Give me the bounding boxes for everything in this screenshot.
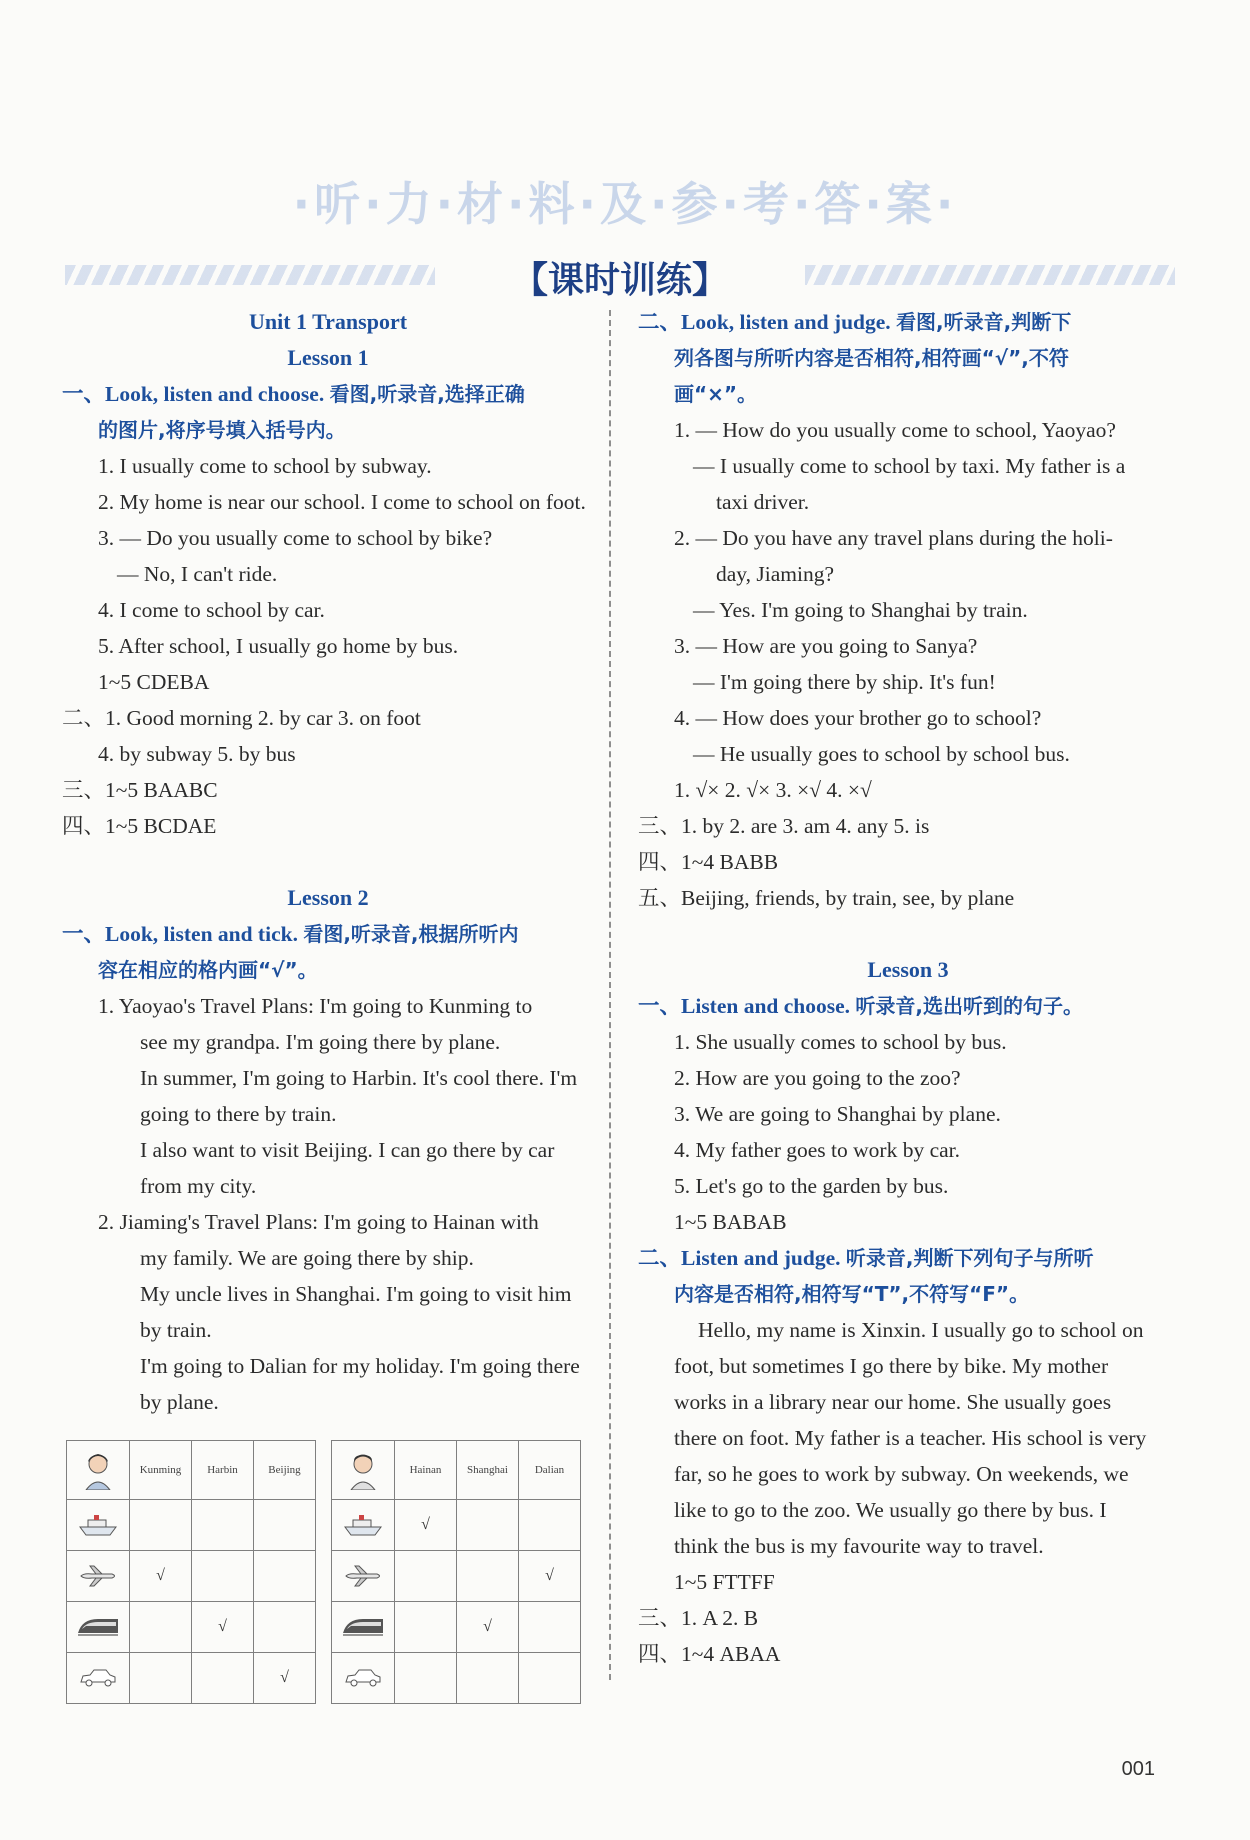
table-row: [67, 1653, 316, 1704]
list-item: going to there by train.: [140, 1102, 337, 1126]
heading-cn: 看图,听录音,根据所听内: [303, 922, 519, 946]
passage-line: far, so he goes to work by subway. On weekends, we: [674, 1462, 1129, 1486]
list-item: by train.: [140, 1318, 212, 1342]
travel-table-jiaming: [331, 1440, 581, 1704]
list-item: — I'm going there by ship. It's fun!: [693, 670, 996, 694]
spacer: [62, 844, 594, 880]
train-icon: [332, 1602, 395, 1653]
tick-tables: [66, 1440, 602, 1704]
answer-line: 三、1~5 BAABC: [62, 778, 218, 802]
list-item: 3. We are going to Shanghai by plane.: [674, 1102, 1001, 1126]
section-heading-cont: [62, 412, 594, 448]
list-item: 1. She usually comes to school by bus.: [674, 1030, 1007, 1054]
answer-line: 1~5 FTTFF: [674, 1570, 775, 1594]
list-item: 1. I usually come to school by subway.: [98, 454, 432, 478]
heading-cn: 听录音,判断下列句子与所听: [845, 1246, 1094, 1270]
heading-cn: 列各图与所听内容是否相符,相符画“√”,不符: [674, 346, 1069, 370]
right-column: [638, 304, 1178, 1672]
table-row: [67, 1602, 316, 1653]
avatar: [332, 1441, 395, 1500]
column-header: Kunming: [130, 1441, 192, 1500]
list-item: 2. — Do you have any travel plans during the holi-: [674, 526, 1113, 550]
section-heading-cont: [638, 340, 1178, 376]
car-icon: [332, 1653, 395, 1704]
column-divider: [609, 310, 611, 1680]
table-cell: [395, 1653, 457, 1704]
table-cell: [519, 1653, 581, 1704]
section-heading: [62, 916, 594, 952]
answer-line: 五、Beijing, friends, by train, see, by plane: [638, 886, 1015, 910]
list-item: — He usually goes to school by school bus.: [693, 742, 1070, 766]
tick-mark: √: [421, 1516, 430, 1533]
list-item: 2. My home is near our school. I come to school on foot.: [98, 490, 586, 514]
table-cell: [457, 1551, 519, 1602]
table-cell: [130, 1551, 192, 1602]
list-item: see my grandpa. I'm going there by plane.: [140, 1030, 501, 1054]
table-row: [67, 1551, 316, 1602]
heading-cn: 画“×”。: [674, 382, 758, 406]
list-item: — Yes. I'm going to Shanghai by train.: [693, 598, 1028, 622]
list-item: taxi driver.: [716, 490, 810, 514]
answer-line: 四、1~4 BABB: [638, 850, 779, 874]
list-item: day, Jiaming?: [716, 562, 835, 586]
table-row: [332, 1602, 581, 1653]
list-item: 3. — Do you usually come to school by bike?: [98, 526, 493, 550]
table-cell: [457, 1602, 519, 1653]
heading-cn: 看图,听录音,判断下: [896, 310, 1072, 334]
banner-title: 【课时训练】: [511, 260, 728, 301]
section-heading-cont: [638, 376, 1178, 412]
heading-cn: 内容是否相符,相符写“T”,不符写“F”。: [674, 1282, 1030, 1306]
heading-en: 一、Look, listen and tick.: [62, 922, 304, 946]
travel-table-yaoyao: [66, 1440, 316, 1704]
table-cell: [519, 1500, 581, 1551]
tick-mark: √: [545, 1567, 554, 1584]
answer-line: 二、1. Good morning 2. by car 3. on foot: [62, 706, 421, 730]
list-item: 4. — How does your brother go to school?: [674, 706, 1042, 730]
table-cell: [519, 1602, 581, 1653]
list-item: 5. After school, I usually go home by bus.: [98, 634, 459, 658]
heading-cn: 容在相应的格内画“√”。: [98, 958, 318, 982]
list-item: — I usually come to school by taxi. My father is a: [693, 454, 1126, 478]
heading-en: 二、Listen and judge.: [638, 1246, 846, 1270]
list-item: 2. Jiaming's Travel Plans: I'm going to Hainan with: [98, 1210, 539, 1234]
list-item: 2. How are you going to the zoo?: [674, 1066, 961, 1090]
section-banner: [65, 252, 1175, 301]
spacer: [638, 916, 1178, 952]
list-item: In summer, I'm going to Harbin. It's cool there. I'm: [140, 1066, 578, 1090]
ship-icon: [332, 1500, 395, 1551]
table-cell: [192, 1653, 254, 1704]
heading-en: 一、Look, listen and choose.: [62, 382, 330, 406]
list-item: my family. We are going there by ship.: [140, 1246, 474, 1270]
plane-icon: [332, 1551, 395, 1602]
table-cell: [192, 1602, 254, 1653]
table-row: [332, 1551, 581, 1602]
section-heading: [62, 376, 594, 412]
passage-line: like to go to the zoo. We usually go there by bus. I: [674, 1498, 1107, 1522]
list-item: 3. — How are you going to Sanya?: [674, 634, 978, 658]
answer-line: 1~5 CDEBA: [98, 670, 210, 694]
list-item: by plane.: [140, 1390, 219, 1414]
lesson-title: Lesson 2: [287, 885, 369, 910]
answer-line: 四、1~5 BCDAE: [62, 814, 217, 838]
car-icon: [67, 1653, 130, 1704]
list-item: I'm going to Dalian for my holiday. I'm going there: [140, 1354, 580, 1378]
heading-cn: 听录音,选出听到的句子。: [855, 994, 1084, 1018]
table-cell: [457, 1500, 519, 1551]
column-header: Shanghai: [457, 1441, 519, 1500]
table-cell: [457, 1653, 519, 1704]
table-cell: [192, 1551, 254, 1602]
table-cell: [395, 1602, 457, 1653]
column-header: Beijing: [254, 1441, 316, 1500]
table-cell: [130, 1653, 192, 1704]
table-cell: [130, 1602, 192, 1653]
table-cell: [519, 1551, 581, 1602]
list-item: — No, I can't ride.: [117, 562, 278, 586]
table-cell: [254, 1551, 316, 1602]
list-item: 4. I come to school by car.: [98, 598, 325, 622]
answer-line: 4. by subway 5. by bus: [98, 742, 296, 766]
answer-line: 1. √× 2. √× 3. ×√ 4. ×√: [674, 778, 872, 802]
table-row: [67, 1500, 316, 1551]
section-heading-cont: [62, 952, 594, 988]
heading-en: 二、Look, listen and judge.: [638, 310, 897, 334]
table-row: [332, 1500, 581, 1551]
table-cell: [254, 1653, 316, 1704]
tick-mark: √: [483, 1618, 492, 1635]
section-heading: [638, 1240, 1178, 1276]
answer-line: 1~5 BABAB: [674, 1210, 787, 1234]
passage-line: there on foot. My father is a teacher. His school is very: [674, 1426, 1147, 1450]
heading-en: 一、Listen and choose.: [638, 994, 856, 1018]
heading-cn: 看图,听录音,选择正确: [329, 382, 525, 406]
lesson-title: Lesson 3: [867, 957, 949, 982]
heading-cn: 的图片,将序号填入括号内。: [98, 418, 346, 442]
tick-mark: √: [280, 1669, 289, 1686]
avatar: [67, 1441, 130, 1500]
table-cell: [395, 1500, 457, 1551]
section-heading: [638, 304, 1178, 340]
table-row: [332, 1653, 581, 1704]
table-cell: [192, 1500, 254, 1551]
column-header: Harbin: [192, 1441, 254, 1500]
list-item: 1. Yaoyao's Travel Plans: I'm going to Kunming to: [98, 994, 533, 1018]
list-item: My uncle lives in Shanghai. I'm going to visit him: [140, 1282, 572, 1306]
tick-mark: √: [218, 1618, 227, 1635]
table-cell: [254, 1602, 316, 1653]
passage-line: foot, but sometimes I go there by bike. My mother: [674, 1354, 1109, 1378]
lesson-title: Lesson 1: [287, 345, 369, 370]
column-header: Hainan: [395, 1441, 457, 1500]
list-item: I also want to visit Beijing. I can go there by car: [140, 1138, 555, 1162]
train-icon: [67, 1602, 130, 1653]
ship-icon: [67, 1500, 130, 1551]
passage-line: works in a library near our home. She usually goes: [674, 1390, 1112, 1414]
passage-line: Hello, my name is Xinxin. I usually go to school on: [698, 1318, 1144, 1342]
table-cell: [254, 1500, 316, 1551]
table-cell: [130, 1500, 192, 1551]
page-number: 001: [1121, 1758, 1155, 1780]
plane-icon: [67, 1551, 130, 1602]
tick-mark: √: [156, 1567, 165, 1584]
list-item: 1. — How do you usually come to school, Yaoyao?: [674, 418, 1116, 442]
left-column: [62, 304, 594, 1420]
list-item: 4. My father goes to work by car.: [674, 1138, 960, 1162]
passage-line: think the bus is my favourite way to travel.: [674, 1534, 1044, 1558]
answer-line: 三、1. by 2. are 3. am 4. any 5. is: [638, 814, 930, 838]
column-header: Dalian: [519, 1441, 581, 1500]
list-item: 5. Let's go to the garden by bus.: [674, 1174, 949, 1198]
answer-line: 三、1. A 2. B: [638, 1606, 759, 1630]
unit-title: Unit 1 Transport: [248, 309, 408, 334]
page-header-title: ·听·力·材·料·及·参·考·答·案·: [292, 177, 958, 231]
table-cell: [395, 1551, 457, 1602]
section-heading: [638, 988, 1178, 1024]
answer-line: 四、1~4 ABAA: [638, 1642, 781, 1666]
list-item: from my city.: [140, 1174, 257, 1198]
section-heading-cont: [638, 1276, 1178, 1312]
